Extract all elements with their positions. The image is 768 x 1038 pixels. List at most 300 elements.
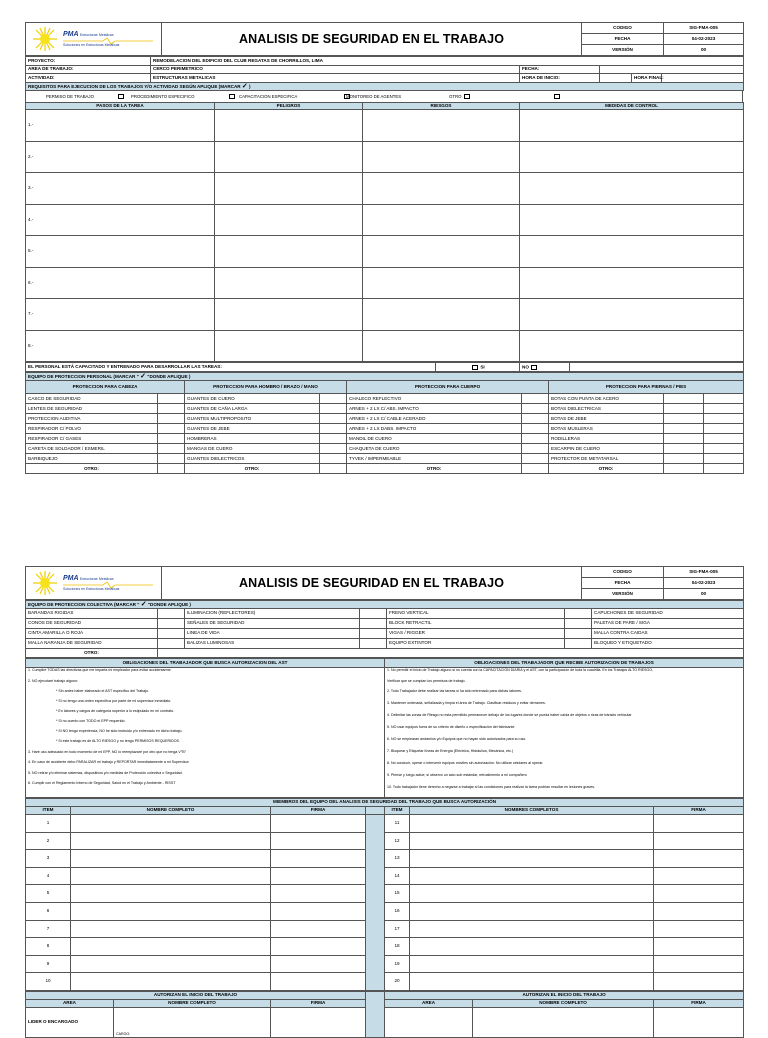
riesgos-header: RIESGOS bbox=[363, 103, 520, 110]
check-mark-icon: ✓ bbox=[241, 83, 248, 91]
firma-header: FIRMA bbox=[271, 807, 366, 815]
logo-brand: PMA bbox=[63, 574, 79, 582]
hora-final-label: HORA FINAL: bbox=[632, 74, 662, 83]
firma-header: FIRMA bbox=[654, 999, 744, 1007]
colectiva-mark[interactable] bbox=[158, 629, 185, 639]
member-item: 5 bbox=[26, 885, 71, 903]
colectiva-mark[interactable] bbox=[565, 639, 592, 649]
riesgo-cell[interactable] bbox=[363, 330, 520, 362]
riesgo-cell[interactable] bbox=[363, 236, 520, 268]
member-signature-field[interactable] bbox=[654, 850, 744, 868]
member-name-field[interactable] bbox=[71, 973, 271, 991]
si-label: SI bbox=[480, 364, 485, 370]
step-row-label[interactable]: 4.- bbox=[26, 204, 215, 236]
colectiva-mark[interactable] bbox=[158, 609, 185, 619]
obligacion-item: 5. NO usar equipos fuera de su criterio de diseño o especificación del fabricante bbox=[387, 725, 515, 729]
obligacion-item: * Sin antes haber elaborado el AST específico del Trabajo. bbox=[56, 689, 150, 693]
permiso-checkbox[interactable] bbox=[118, 94, 124, 99]
step-row-label[interactable]: 7.- bbox=[26, 299, 215, 331]
medida-cell[interactable] bbox=[520, 236, 744, 268]
nombres-header: NOMBRES COMPLETOS bbox=[410, 807, 654, 815]
epp-mark[interactable] bbox=[664, 434, 704, 444]
autorizan-area-field[interactable] bbox=[385, 1007, 473, 1037]
member-signature-field[interactable] bbox=[271, 867, 366, 885]
capacitado-table bbox=[25, 362, 744, 372]
capacitado-label: EL PERSONAL ESTÁ CAPACITADO Y ENTRENADO PARA DESARROLLAR LAS TAREAS: bbox=[26, 363, 436, 372]
riesgo-cell[interactable] bbox=[363, 141, 520, 173]
obligacion-item: 9. Piense y luego actúe; si observo un acto sub estándar, retroalimento a mi compañero bbox=[387, 773, 527, 777]
no-label: NO bbox=[522, 364, 529, 370]
colectiva-item: FRENO VERTICAL bbox=[387, 609, 565, 619]
logo-sub2: Metalicas bbox=[98, 576, 114, 581]
obligacion-item: 2. NO ejecutaré trabajo alguno: bbox=[28, 678, 78, 683]
member-name-field[interactable] bbox=[71, 832, 271, 850]
member-item: 9 bbox=[26, 955, 71, 973]
colectiva-mark[interactable] bbox=[158, 619, 185, 629]
colectiva-mark[interactable] bbox=[360, 639, 387, 649]
epp-mark[interactable] bbox=[664, 424, 704, 434]
proyecto-value[interactable]: REMODELACION DEL EDIFICIO DEL CLUB REGATAS DE CHORRILLOS, LIMA bbox=[151, 57, 744, 66]
epp-mark[interactable] bbox=[522, 444, 549, 454]
epp-mark[interactable] bbox=[664, 394, 704, 404]
epp-item: CHAQUETA DE CUERO bbox=[347, 444, 522, 454]
epp-item: PROTECCION AUDITIVA bbox=[26, 414, 158, 424]
colectiva-title bbox=[26, 601, 744, 609]
page-1 bbox=[25, 22, 743, 498]
member-signature-field[interactable] bbox=[654, 955, 744, 973]
member-name-field[interactable] bbox=[410, 885, 654, 903]
member-item: 20 bbox=[385, 973, 410, 991]
epp-item: BARBIQUEJO bbox=[26, 454, 158, 464]
member-item: 2 bbox=[26, 832, 71, 850]
member-item: 15 bbox=[385, 885, 410, 903]
hora-final-field[interactable] bbox=[662, 74, 744, 83]
epp-title-text: EQUIPO DE PROTECCION PERSONAL (MARCAR " bbox=[28, 374, 139, 380]
autorizan-name-field[interactable] bbox=[473, 1007, 654, 1037]
nombre-header: NOMBRE COMPLETO bbox=[71, 807, 271, 815]
epp-item: PROTECTOR DE METATARSAL bbox=[549, 454, 664, 464]
document-title: ANALISIS DE SEGURIDAD EN EL TRABAJO bbox=[162, 23, 582, 56]
peligro-cell[interactable] bbox=[215, 204, 363, 236]
firma-header: FIRMA bbox=[271, 999, 366, 1007]
epp-otro-label: OTRO: bbox=[347, 464, 522, 474]
obligacion-item: 7. Bloquear y Etiquetar líneas de Energía (Eléctrica, Hidráulica, Mecánica, etc.) bbox=[387, 749, 514, 753]
obligacion-item: 1. No permitir el inicio de Trabajo alguno si no cuenta con la CAPACITACIÓN DIARIA y el AST, con la participación de toda la cuadrilla. En los Trabajos ALTO RIESGO, bbox=[387, 668, 653, 672]
epp-item: ESCARPIN DE CUERO bbox=[549, 444, 664, 454]
member-name-field[interactable] bbox=[410, 850, 654, 868]
member-name-field[interactable] bbox=[410, 815, 654, 833]
otro-extra-checkbox[interactable] bbox=[554, 94, 560, 99]
obligacion-item: 8. No conducir, operar o intervenir equipos móviles sin autorización. No utilizar celulares al operar. bbox=[387, 761, 544, 765]
area-value[interactable]: CERCO PERIMETRICO bbox=[151, 65, 520, 74]
medida-cell[interactable] bbox=[520, 299, 744, 331]
epp-item: RODILLERAS bbox=[549, 434, 664, 444]
member-item: 17 bbox=[385, 920, 410, 938]
member-signature-field[interactable] bbox=[271, 850, 366, 868]
member-name-field[interactable] bbox=[410, 920, 654, 938]
peligro-cell[interactable] bbox=[215, 299, 363, 331]
epp-mark[interactable] bbox=[158, 434, 185, 444]
epp-cabeza-header: PROTECCION PARA CABEZA bbox=[26, 381, 185, 394]
epp-brazo-header: PROTECCION PARA HOMBRO / BRAZO / MANO bbox=[185, 381, 347, 394]
colectiva-item: BARANDAS RIGIDAS bbox=[26, 609, 158, 619]
epp-mark[interactable] bbox=[704, 414, 744, 424]
member-name-field[interactable] bbox=[71, 867, 271, 885]
member-name-field[interactable] bbox=[71, 850, 271, 868]
obligacion-item: * En labores y cargos de categoría superior a lo estipulado en mi contrato. bbox=[56, 709, 175, 713]
autorizan-left-title: AUTORIZAN EL INICIO DEL TRABAJO bbox=[26, 991, 366, 999]
logo-brand: PMA bbox=[63, 30, 79, 38]
steps-header: PASOS DE LA TAREA bbox=[26, 103, 215, 110]
procedimiento-label: PROCEDIMIENTO ESPECIFICO bbox=[131, 94, 195, 100]
member-item: 10 bbox=[26, 973, 71, 991]
epp-mark[interactable] bbox=[522, 404, 549, 414]
epp-otro-field[interactable] bbox=[522, 464, 549, 474]
version-value: 00 bbox=[664, 45, 744, 56]
member-signature-field[interactable] bbox=[271, 902, 366, 920]
epp-mark[interactable] bbox=[158, 414, 185, 424]
epp-otro-field[interactable] bbox=[320, 464, 347, 474]
obligacion-item: 6. Cumplir con el Reglamento Interno de Seguridad, Salud en el Trabajo y Ambiente - RISST bbox=[28, 781, 176, 785]
epp-mark[interactable] bbox=[664, 414, 704, 424]
epp-item: ARNES + 2 LX C/ CABLE ACERADO bbox=[347, 414, 522, 424]
colectiva-title-close: "DONDE APLIQUE ) bbox=[147, 602, 191, 607]
lider-name-field[interactable] bbox=[114, 1007, 271, 1037]
epp-title bbox=[26, 373, 744, 381]
epp-mark[interactable] bbox=[704, 424, 744, 434]
capacitado-no[interactable] bbox=[520, 363, 570, 372]
obligacion-item: 5. NO retirar y/o eliminar sistemas, dispositivos y/o medidas de Protección colectiva o Seguridad. bbox=[28, 770, 183, 775]
colectiva-mark[interactable] bbox=[565, 609, 592, 619]
medida-cell[interactable] bbox=[520, 204, 744, 236]
obligacion-item: 4. Delimitar las zonas de Riesgo no esta permitido permanecer debajo de los lugares donde se pueda haber caída de objetos o rizas de tránsito vehicular bbox=[387, 713, 632, 717]
epp-mark[interactable] bbox=[664, 454, 704, 464]
member-signature-field[interactable] bbox=[271, 920, 366, 938]
epp-mark[interactable] bbox=[522, 424, 549, 434]
epp-cuerpo-header: PROTECCION PARA CUERPO bbox=[347, 381, 549, 394]
colectiva-item: MALLA NARANJA DE SEGURIDAD bbox=[26, 639, 158, 649]
obligacion-item: 4. En caso de accidente debo PARALIZAR mi trabajo y REPORTAR inmediatamente a mi Supervisor bbox=[28, 760, 189, 764]
colectiva-mark[interactable] bbox=[360, 609, 387, 619]
step-row-label[interactable]: 3.- bbox=[26, 173, 215, 205]
miembros-table bbox=[25, 798, 744, 991]
epp-mark[interactable] bbox=[320, 424, 347, 434]
epp-otro-label: OTRO: bbox=[185, 464, 320, 474]
colectiva-item: CINTA AMARILLA O ROJA bbox=[26, 629, 158, 639]
member-signature-field[interactable] bbox=[654, 832, 744, 850]
step-row-label[interactable]: 6.- bbox=[26, 267, 215, 299]
epp-mark[interactable] bbox=[704, 394, 744, 404]
codigo-value: SIG-FMA-005 bbox=[664, 567, 744, 578]
epp-item: BOTAS DE JEBE bbox=[549, 414, 664, 424]
colectiva-otro-field[interactable] bbox=[158, 649, 744, 658]
member-signature-field[interactable] bbox=[271, 938, 366, 956]
member-signature-field[interactable] bbox=[654, 920, 744, 938]
codigo-value: SIG-FMA-005 bbox=[664, 23, 744, 34]
epp-mark[interactable] bbox=[704, 444, 744, 454]
obligaciones-right-title: OBLIGACIONES DEL TRABAJADOR QUE RECIBE AUTORIZACION DE TRABAJOS bbox=[385, 659, 744, 668]
epp-mark[interactable] bbox=[320, 414, 347, 424]
step-row-label[interactable]: 8.- bbox=[26, 330, 215, 362]
epp-item: ARNES + 2 LX DABS. IMPACTO bbox=[347, 424, 522, 434]
member-name-field[interactable] bbox=[410, 955, 654, 973]
medida-cell[interactable] bbox=[520, 267, 744, 299]
peligro-cell[interactable] bbox=[215, 141, 363, 173]
monitoreo-label: MONITOREO DE AGENTES bbox=[346, 94, 402, 100]
autorizan-table bbox=[25, 991, 744, 1038]
obligacion-item: 3. Mantener ordenada, señalizada y limpia el área de Trabajo. Clasificar residuos y evitar derrames. bbox=[387, 701, 546, 705]
riesgo-cell[interactable] bbox=[363, 267, 520, 299]
colectiva-item: BLOQUEO Y ETIQUETADO bbox=[592, 639, 744, 649]
peligro-cell[interactable] bbox=[215, 267, 363, 299]
fecha-field-label: FECHA: bbox=[520, 65, 600, 74]
colectiva-item: EQUIPO EXTINTOR bbox=[387, 639, 565, 649]
member-signature-field[interactable] bbox=[654, 867, 744, 885]
epp-title-close: "DONDE APLIQUE ) bbox=[147, 374, 191, 380]
obligacion-item: 3. Haré uso adecuado en todo momento de mi EPP, NO lo reemplazaré por otro que no tenga V°B° bbox=[28, 749, 187, 754]
peligro-cell[interactable] bbox=[215, 330, 363, 362]
riesgo-cell[interactable] bbox=[363, 299, 520, 331]
epp-mark[interactable] bbox=[320, 444, 347, 454]
member-name-field[interactable] bbox=[71, 955, 271, 973]
epp-mark[interactable] bbox=[522, 414, 549, 424]
epp-item: BOTAS MUSLERAS bbox=[549, 424, 664, 434]
member-item: 12 bbox=[385, 832, 410, 850]
epp-pies-header: PROTECCION PARA PIERNAS / PIES bbox=[549, 381, 744, 394]
capacitado-si[interactable] bbox=[436, 363, 520, 372]
epp-item: CARETA DE SOLDADOR / ESMERIL bbox=[26, 444, 158, 454]
colectiva-item: CAPUCHONES DE SEGURIDAD bbox=[592, 609, 744, 619]
medida-cell[interactable] bbox=[520, 173, 744, 205]
item-header: ITEM bbox=[26, 807, 71, 815]
member-item: 13 bbox=[385, 850, 410, 868]
steps-table bbox=[25, 102, 744, 362]
logo-sub1: Estructuras bbox=[79, 32, 98, 37]
riesgo-cell[interactable] bbox=[363, 110, 520, 142]
peligro-cell[interactable] bbox=[215, 110, 363, 142]
firma-header: FIRMA bbox=[654, 807, 744, 815]
logo-cell bbox=[26, 567, 162, 600]
epp-item: GUANTES MULTIPROPOSITO bbox=[185, 414, 320, 424]
check-mark-icon: ✓ bbox=[140, 601, 147, 608]
riesgo-cell[interactable] bbox=[363, 173, 520, 205]
otro-req-label: OTRO bbox=[449, 94, 462, 100]
actividad-value[interactable]: ESTRUCTURAS METALICAS bbox=[151, 74, 520, 83]
epp-mark[interactable] bbox=[522, 434, 549, 444]
member-signature-field[interactable] bbox=[271, 955, 366, 973]
obligacion-item: * Si no cuento con TODO el EPP requerido. bbox=[56, 719, 126, 723]
codigo-label: CODIGO bbox=[582, 567, 664, 578]
obligaciones-left-list bbox=[26, 668, 385, 798]
epp-mark[interactable] bbox=[320, 454, 347, 464]
epp-mark[interactable] bbox=[158, 454, 185, 464]
colectiva-mark[interactable] bbox=[565, 619, 592, 629]
colectiva-mark[interactable] bbox=[565, 629, 592, 639]
procedimiento-checkbox[interactable] bbox=[229, 94, 235, 99]
obligacion-item: 1. Cumpliré TODAS las directivas que me imparta mi empleador para evitar accidentarme. bbox=[28, 668, 172, 672]
epp-mark[interactable] bbox=[664, 444, 704, 454]
capacitacion-label: CAPACITACION ESPECIFICA bbox=[239, 94, 298, 100]
company-logo bbox=[30, 569, 157, 597]
epp-item: GUANTES DE JEBE bbox=[185, 424, 320, 434]
member-signature-field[interactable] bbox=[271, 885, 366, 903]
item-header: ITEM bbox=[385, 807, 410, 815]
logo-sub2: Metalicas bbox=[98, 32, 114, 37]
step-row-label[interactable]: 5.- bbox=[26, 236, 215, 268]
colectiva-mark[interactable] bbox=[158, 639, 185, 649]
member-name-field[interactable] bbox=[410, 832, 654, 850]
epp-mark[interactable] bbox=[320, 434, 347, 444]
member-signature-field[interactable] bbox=[654, 902, 744, 920]
member-name-field[interactable] bbox=[71, 815, 271, 833]
member-item: 1 bbox=[26, 815, 71, 833]
epp-item: LENTES DE SEGURIDAD bbox=[26, 404, 158, 414]
epp-otro-label: OTRO: bbox=[26, 464, 158, 474]
fecha-field[interactable] bbox=[600, 65, 744, 74]
epp-item: ARNES + 2 LX C/ ABS. IMPACTO bbox=[347, 404, 522, 414]
area-label: AREA DE TRABAJO: bbox=[26, 65, 151, 74]
version-label: VERSIÓN bbox=[582, 589, 664, 600]
area-header: AREA bbox=[385, 999, 473, 1007]
epp-mark[interactable] bbox=[158, 404, 185, 414]
epp-item: GUANTES DE CUERO bbox=[185, 394, 320, 404]
member-signature-field[interactable] bbox=[654, 973, 744, 991]
member-item: 6 bbox=[26, 902, 71, 920]
epp-item: HOMBRERAS bbox=[185, 434, 320, 444]
epp-item: RESPIRADOR C/ POLVO bbox=[26, 424, 158, 434]
member-item: 16 bbox=[385, 902, 410, 920]
epp-item: BOTAS CON PUNTA DE ACERO bbox=[549, 394, 664, 404]
hora-inicio-field[interactable] bbox=[600, 74, 632, 83]
epp-mark[interactable] bbox=[704, 434, 744, 444]
colectiva-item: CONOS DE SEGURIDAD bbox=[26, 619, 158, 629]
member-item: 19 bbox=[385, 955, 410, 973]
obligacion-item: 6. NO se emplearan andamios y/o Equipos que no hayan sido autorizados para su uso. bbox=[387, 737, 527, 741]
member-signature-field[interactable] bbox=[271, 973, 366, 991]
colectiva-title-text: EQUIPO DE PROTECCION COLECTIVA (MARCAR " bbox=[28, 602, 140, 607]
colectiva-item: BLOCK RETRACTIL bbox=[387, 619, 565, 629]
logo-cell bbox=[26, 23, 162, 56]
member-name-field[interactable] bbox=[410, 867, 654, 885]
epp-item: RESPIRADOR C/ GASES bbox=[26, 434, 158, 444]
step-row-label[interactable]: 2.- bbox=[26, 141, 215, 173]
epp-mark[interactable] bbox=[704, 454, 744, 464]
peligro-cell[interactable] bbox=[215, 173, 363, 205]
member-signature-field[interactable] bbox=[654, 815, 744, 833]
member-item: 4 bbox=[26, 867, 71, 885]
info-table bbox=[25, 56, 744, 91]
obligacion-item: 10. Todo trabajador tiene derecho a negarse a trabajar si las condiciones para realizar la tarea podrían resultar en lesiones graves. bbox=[387, 785, 596, 789]
epp-mark[interactable] bbox=[704, 404, 744, 414]
member-name-field[interactable] bbox=[410, 902, 654, 920]
fecha-value: 04-02-2023 bbox=[664, 578, 744, 589]
epp-otro-field[interactable] bbox=[158, 464, 185, 474]
logo-sub1: Estructuras bbox=[79, 576, 98, 581]
lider-signature-field[interactable] bbox=[271, 1007, 366, 1037]
medida-cell[interactable] bbox=[520, 330, 744, 362]
colectiva-item: MALLA CONTRA CAIDAS bbox=[592, 629, 744, 639]
nombre-header: NOMBRE COMPLETO bbox=[114, 999, 271, 1007]
member-name-field[interactable] bbox=[71, 902, 271, 920]
fecha-label: FECHA bbox=[582, 34, 664, 45]
cargo-label: CARGO: bbox=[116, 1032, 131, 1037]
header-table bbox=[25, 22, 744, 56]
medida-cell[interactable] bbox=[520, 141, 744, 173]
epp-mark[interactable] bbox=[522, 454, 549, 464]
epp-item: GUANTES DIELECTRICOS bbox=[185, 454, 320, 464]
header-table-2 bbox=[25, 566, 744, 600]
autorizan-signature-field[interactable] bbox=[654, 1007, 744, 1037]
epp-item: BOTAS DIELECTRICAS bbox=[549, 404, 664, 414]
epp-mark[interactable] bbox=[158, 394, 185, 404]
requisitos-text: REQUISITOS PARA EJECUCION DE LOS TRABAJOS Y/O ACTIVIDAD SEGÚN APLIQUE (MARCAR bbox=[28, 84, 241, 90]
member-item: 18 bbox=[385, 938, 410, 956]
member-name-field[interactable] bbox=[71, 938, 271, 956]
member-signature-field[interactable] bbox=[654, 938, 744, 956]
si-checkbox[interactable] bbox=[472, 365, 478, 370]
colectiva-item: PALETAS DE PARE / SIGA bbox=[592, 619, 744, 629]
obligaciones-left-title: OBLIGACIONES DEL TRABAJADOR QUE BUSCA AUTORIZACION DEL AST bbox=[26, 659, 385, 668]
colectiva-item: VIGAS / RIGGER bbox=[387, 629, 565, 639]
version-value: 00 bbox=[664, 589, 744, 600]
obligaciones-right-list bbox=[385, 668, 744, 798]
member-name-field[interactable] bbox=[71, 920, 271, 938]
otro-req-checkbox[interactable] bbox=[464, 94, 470, 99]
obligaciones-table bbox=[25, 658, 744, 798]
proyecto-label: PROYECTO: bbox=[26, 57, 151, 66]
epp-mark[interactable] bbox=[158, 424, 185, 434]
autorizan-right-title: AUTORIZAN EL INICIO DEL TRABAJO bbox=[385, 991, 744, 999]
epp-otro-field[interactable] bbox=[664, 464, 704, 474]
epp-item: CHALECO REFLECTIVO bbox=[347, 394, 522, 404]
member-signature-field[interactable] bbox=[271, 832, 366, 850]
medida-cell[interactable] bbox=[520, 110, 744, 142]
peligro-cell[interactable] bbox=[215, 236, 363, 268]
colectiva-table bbox=[25, 600, 744, 658]
colectiva-item: LINEA DE VIDA bbox=[185, 629, 360, 639]
member-item: 14 bbox=[385, 867, 410, 885]
obligacion-item: 2. Todo Trabajador debe realizar las tareas si ha sido entrenado para dichas labores. bbox=[387, 689, 522, 693]
epp-mark[interactable] bbox=[522, 394, 549, 404]
colectiva-mark[interactable] bbox=[360, 619, 387, 629]
colectiva-item: SEÑALES DE SEGURIDAD bbox=[185, 619, 360, 629]
epp-mark[interactable] bbox=[158, 444, 185, 454]
lider-label: LIDER O ENCARGADO bbox=[26, 1007, 114, 1037]
epp-otro-label: OTRO: bbox=[549, 464, 664, 474]
riesgo-cell[interactable] bbox=[363, 204, 520, 236]
obligacion-item: * Si este trabajo es de ALTO RIESGO y no tengo PERMISOS REQUERIDOS. bbox=[56, 739, 180, 743]
member-item: 11 bbox=[385, 815, 410, 833]
member-signature-field[interactable] bbox=[654, 885, 744, 903]
step-row-label[interactable]: 1.- bbox=[26, 110, 215, 142]
colectiva-mark[interactable] bbox=[360, 629, 387, 639]
obligacion-item: Verificar que se cumplan los permisos de trabajo. bbox=[387, 678, 466, 683]
logo-tag: Soluciones en Estructuras Metalicas bbox=[63, 586, 120, 591]
member-name-field[interactable] bbox=[410, 973, 654, 991]
check-mark-icon: ✓ bbox=[140, 373, 146, 381]
no-checkbox[interactable] bbox=[531, 365, 537, 370]
epp-mark[interactable] bbox=[320, 404, 347, 414]
member-item: 7 bbox=[26, 920, 71, 938]
miembros-title: MIEMBROS DEL EQUIPO DEL ANALISIS DE SEGURIDAD DEL TRABAJO QUE BUSCA AUTORIZACIÓN bbox=[26, 799, 744, 807]
epp-mark[interactable] bbox=[664, 404, 704, 414]
member-signature-field[interactable] bbox=[271, 815, 366, 833]
member-name-field[interactable] bbox=[71, 885, 271, 903]
member-name-field[interactable] bbox=[410, 938, 654, 956]
obligacion-item: * Si no tengo una orden específica por parte de mi supervisor inmediato. bbox=[56, 699, 172, 703]
epp-item: MANDIL DE CUERO bbox=[347, 434, 522, 444]
epp-mark[interactable] bbox=[320, 394, 347, 404]
